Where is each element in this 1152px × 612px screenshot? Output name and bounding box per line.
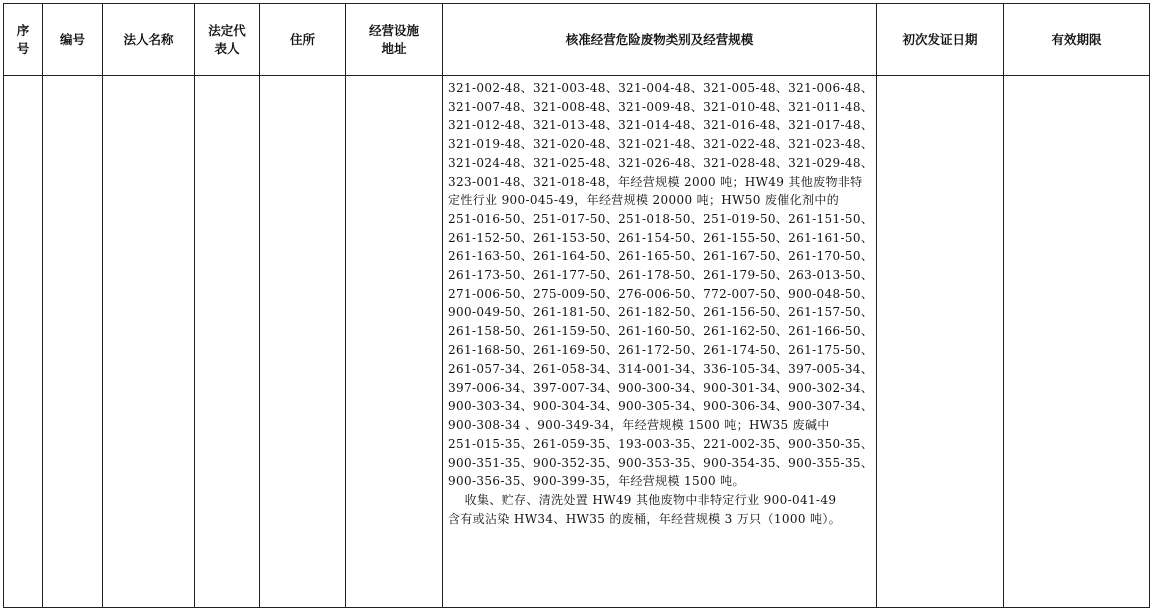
scope-text-area — [443, 76, 876, 607]
scope-paragraph-hw34-hw35: 261-057-34、261-058-34、314-001-34、336-105-34、397-005-34、 397-006-34、397-007-34、900-300-34、900-301-34、900-302-34、 900-303-34、900-304-34、900-305-34、900-306-34、900-307-34、 900-308-34 、900-349-34，年经营规模 1500 吨；HW35 废碱中 251-015-35、261-059-35、193-003-35、221-002-35、900-350-35、 900-351-35、900-352-35、900-353-35、900-354-35、900-355-35、 900-356-35、900-399-35，年经营规模 1500 吨。 — [448, 362, 874, 489]
header-first-issue-date: 初次发证日期 — [877, 4, 1004, 76]
header-seq: 序 号 — [4, 4, 43, 76]
header-residence: 住所 — [260, 4, 346, 76]
cell-validity — [1004, 76, 1150, 608]
header-facility-address: 经营设施 地址 — [346, 4, 443, 76]
cell-legal-name — [103, 76, 195, 608]
table-row — [4, 76, 1150, 608]
scope-paragraph-drum-cleaning: 收集、贮存、清洗处置 HW49 其他废物中非特定行业 900-041-49 含有或沾染 HW34、HW35 的废桶，年经营规模 3 万只（1000 吨）。 — [448, 493, 842, 526]
cell-first-issue-date — [877, 76, 1004, 608]
header-number: 编号 — [43, 4, 103, 76]
cell-residence — [260, 76, 346, 608]
header-legal-rep: 法定代 表人 — [195, 4, 260, 76]
header-validity: 有效期限 — [1004, 4, 1150, 76]
cell-facility-address — [346, 76, 443, 608]
cell-seq — [4, 76, 43, 608]
header-row — [4, 4, 1150, 76]
license-table — [3, 3, 1150, 608]
header-legal-name: 法人名称 — [103, 4, 195, 76]
cell-legal-rep — [195, 76, 260, 608]
cell-scope — [443, 76, 877, 608]
header-scope: 核准经营危险废物类别及经营规模 — [443, 4, 877, 76]
scope-paragraph-hw48-hw50: 321-002-48、321-003-48、321-004-48、321-005-48、321-006-48、 321-007-48、321-008-48、321-009-48、321-010-48、321-011-48、 321-012-48、321-013-48、321-014-48、321-016-48、321-017-48、 321-019-48、321-020-48、321-021-48、321-022-48、321-023-48、 321-024-48、321-025-48、321-026-48、321-028-48、321-029-48、 323-001-48、321-018-48，年经营规模 2000 吨；HW49 其他废物非特 定性行业 900-045-49，年经营规模 20000 吨；HW50 废催化剂中的 251-016-50、251-017-50、251-018-50、251-019-50、261-151-50、 261-152-50、261-153-50、261-154-50、261-155-50、261-161-50、 261-163-50、261-164-50、261-165-50、261-167-50、261-170-50、 261-173-50、261-177-50、261-178-50、261-179-50、263-013-50、 271-006-50、275-009-50、276-006-50、772-007-50、900-048-50、 900-049-50、261-181-50、261-182-50、261-156-50、261-157-50、 261-158-50、261-159-50、261-160-50、261-162-50、261-166-50、 261-168-50、261-169-50、261-172-50、261-174-50、261-175-50、 — [448, 81, 874, 357]
cell-number — [43, 76, 103, 608]
